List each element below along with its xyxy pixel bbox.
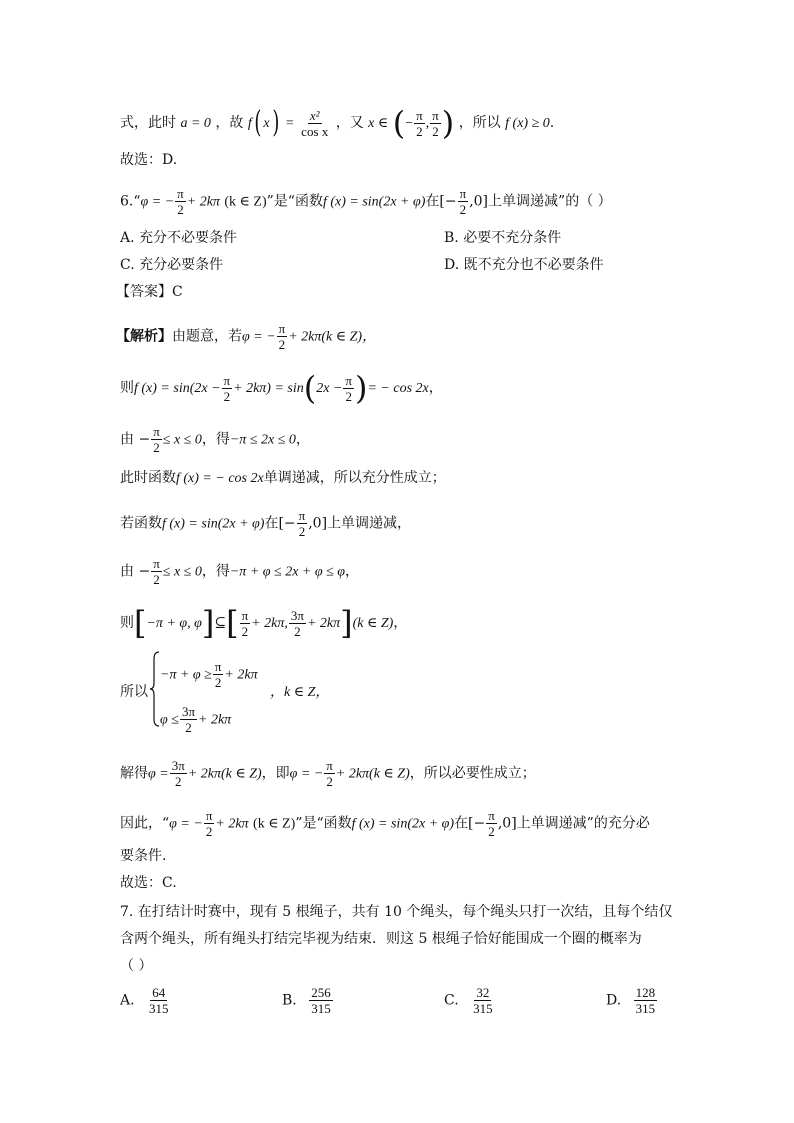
- analysis-line-10: 因此，“φ = − $\frac{\pi}{2}$ + 2kπ (k ∈ Z)”是“函数f (x) = sin(2x + φ)在[− $\frac{\pi}{2}$ ,0]上单调递减”的充分必: [120, 808, 650, 839]
- left-brace-icon: [150, 651, 160, 727]
- q7-line-1: 7. 在打结计时赛中，现有 5 根绳子，共有 10 个绳头，每个绳头只打一次结，且每个结仅: [120, 904, 673, 920]
- analysis-line-2: 则f (x) = sin(2x − $\frac{\pi}{2}$ + 2kπ) = sin(2x − $\frac{\pi}{2}$ )= − cos 2x，: [120, 369, 443, 407]
- q7-line-3: （ ）: [120, 958, 153, 974]
- analysis-line-6: 由 − $\frac{\pi}{2}$ ≤ x ≤ 0，得−π + φ ≤ 2x + φ ≤ φ，: [120, 556, 360, 587]
- system-tail: ，k ∈ Z，: [270, 685, 330, 700]
- gu-xuan-2: 故选：C.: [120, 875, 177, 891]
- q6-option-b[interactable]: B. 必要不充分条件: [444, 230, 562, 246]
- analysis-line-8-label: 所以: [120, 684, 148, 700]
- q6-option-d[interactable]: D. 既不充分也不必要条件: [444, 257, 604, 273]
- system-row-2: φ ≤ $\frac{3\pi}{2}$ + 2kπ: [160, 704, 232, 735]
- answer: 【答案】C: [116, 284, 183, 300]
- q6-option-c[interactable]: C. 充分必要条件: [120, 257, 224, 273]
- math-x: x: [263, 116, 270, 131]
- analysis-line-5: 若函数f (x) = sin(2x + φ)在[− $\frac{\pi}{2}$ ,0]上单调递减，: [120, 508, 412, 539]
- math-f: f: [247, 116, 252, 131]
- gu-xuan-1: 故选：D.: [120, 152, 178, 168]
- q7-option-a[interactable]: A. $\frac{64}{315}$: [120, 985, 169, 1016]
- fraction: $\frac{\text{x²}}{\text{cos x}}$: [301, 107, 329, 139]
- system-row-1: −π + φ ≥ $\frac{\pi}{2}$ + 2kπ: [160, 659, 258, 690]
- text: 式，此时: [120, 115, 176, 131]
- question-6: 6.“φ = − $\frac{\pi}{2}$ + 2kπ (k ∈ Z)”是“函数f (x) = sin(2x + φ)在[− $\frac{\pi}{2}$ ,0]上单调递减”的（ ）: [120, 186, 612, 217]
- text: ，又: [335, 115, 364, 131]
- analysis-line-4: 此时函数f (x) = − cos 2x单调递减，所以充分性成立；: [120, 470, 446, 486]
- q7-option-c[interactable]: C. $\frac{32}{315}$: [444, 985, 493, 1016]
- analysis-line-7: 则[−π + φ, φ]⊆[ $\frac{\pi}{2}$ + 2kπ, $\frac{3\pi}{2}$ + 2kπ](k ∈ Z)，: [120, 604, 408, 642]
- analysis-line-3: 由 − $\frac{\pi}{2}$ ≤ x ≤ 0，得−π ≤ 2x ≤ 0，: [120, 424, 310, 455]
- line-1: 式，此时 a = 0 ，故 f( x) = $\frac{\text{x²}}{\text{cos x}}$ ，又 x ∈ (− $\frac{\pi}{2}$ , $\frac{\pi}{2}$ ) ，所以 f (x) ≥ 0.: [120, 104, 555, 142]
- analysis-line-11: 要条件.: [120, 848, 167, 864]
- math-result: f (x) ≥ 0: [505, 116, 550, 131]
- analysis-line-1: 【解析】由题意，若φ = − $\frac{\pi}{2}$ + 2kπ(k ∈ Z)，: [116, 321, 377, 352]
- q7-option-b[interactable]: B. $\frac{256}{315}$: [282, 985, 331, 1016]
- analysis-line-9: 解得φ = $\frac{3\pi}{2}$ + 2kπ(k ∈ Z)，即φ = − $\frac{\pi}{2}$ + 2kπ(k ∈ Z)，所以必要性成立；: [120, 758, 536, 789]
- text: ，故: [215, 115, 244, 131]
- q7-option-d[interactable]: D. $\frac{128}{315}$: [606, 985, 656, 1016]
- q6-option-a[interactable]: A. 充分不必要条件: [120, 230, 238, 246]
- math-x-in: x ∈: [368, 116, 389, 131]
- math-a-eq: a = 0: [180, 116, 211, 131]
- q7-line-2: 含两个绳头，所有绳头打结完毕视为结束．则这 5 根绳子恰好能围成一个圈的概率为: [120, 931, 642, 947]
- text: ，所以: [458, 115, 501, 131]
